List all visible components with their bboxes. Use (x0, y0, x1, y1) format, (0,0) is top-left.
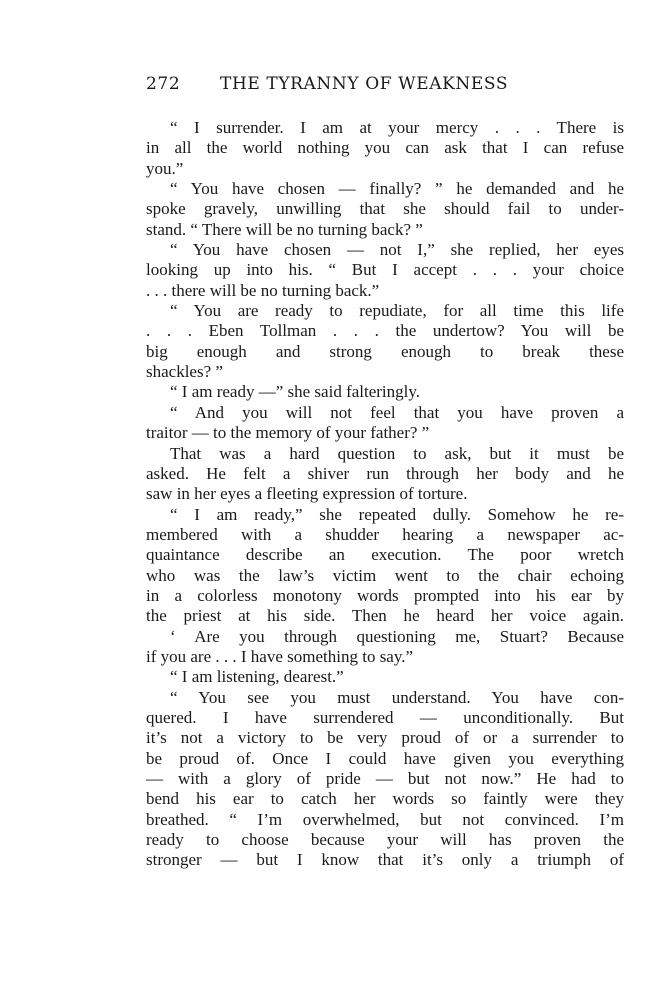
text-line: . . . there will be no turning back.” (146, 280, 380, 300)
text-line: — with a glory of pride — but not now.” He had to (146, 769, 624, 788)
text-line: you.” (146, 158, 184, 178)
text-line: bend his ear to catch her words so faintly were they (146, 789, 624, 809)
text-line: in a colorless monotony words prompted into his ear by (146, 585, 624, 605)
text-line: breathed. “ I’m overwhelmed, but not convinced. I’m (146, 809, 624, 829)
text-line: “ You have chosen — finally? ” he demanded and he (170, 179, 624, 199)
body-text (146, 118, 624, 871)
text-line: looking up into his. “ But I accept . . . your choice (146, 260, 624, 280)
text-line: who was the law’s victim went to the chair echoing (146, 565, 624, 585)
text-line: “ You are ready to repudiate, for all time this life (170, 301, 624, 321)
text-line: stronger — but I know that it’s only a triumph of (146, 850, 624, 870)
text-line: . . . Eben Tollman . . . the undertow? You will be (146, 321, 624, 341)
text-line: ready to choose because your will has proven the (146, 830, 624, 850)
text-line: membered with a shudder hearing a newspaper ac- (146, 524, 624, 544)
text-line: “ I am ready,” she repeated dully. Somehow he re- (170, 504, 624, 524)
text-line: traitor — to the memory of your father? ” (146, 423, 430, 443)
text-line: “ I am ready —” she said falteringly. (170, 382, 421, 402)
text-line: “ You have chosen — not I,” she replied, her eyes (170, 240, 624, 260)
text-line: in all the world nothing you can ask that I can refuse (146, 138, 624, 158)
running-title: THE TYRANNY OF WEAKNESS (220, 74, 509, 94)
text-line: the priest at his side. Then he heard her voice again. (146, 606, 624, 626)
text-line: stand. “ There will be no turning back? ” (146, 219, 423, 239)
text-line: big enough and strong enough to break these (146, 341, 624, 361)
text-line: be proud of. Once I could have given you everything (146, 748, 624, 768)
text-line: spoke gravely, unwilling that she should fail to under- (146, 199, 624, 219)
text-line: shackles? ” (146, 362, 223, 382)
text-line: asked. He felt a shiver run through her body and he (146, 463, 624, 483)
running-head (146, 74, 620, 100)
text-line: “ I am listening, dearest.” (170, 667, 344, 687)
page-number: 272 (146, 74, 181, 94)
text-line: “ I surrender. I am at your mercy . . . There is (170, 118, 624, 137)
text-line: ‘ Are you through questioning me, Stuart? Because (170, 626, 624, 646)
text-line: That was a hard question to ask, but it must be (170, 443, 624, 463)
text-line: “ You see you must understand. You have con- (170, 687, 624, 707)
text-line: quaintance describe an execution. The poor wretch (146, 545, 624, 565)
text-line: if you are . . . I have something to say.” (146, 646, 414, 666)
text-line: it’s not a victory to be very proud of or a surrender to (146, 728, 624, 748)
text-line: saw in her eyes a fleeting expression of torture. (146, 484, 468, 504)
text-line: “ And you will not feel that you have proven a (170, 402, 624, 422)
text-line: quered. I have surrendered — unconditionally. But (146, 707, 624, 727)
